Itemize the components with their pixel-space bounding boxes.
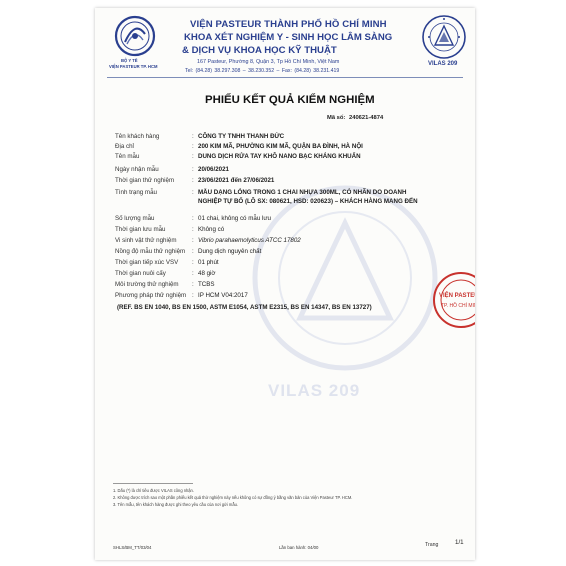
colon: : [192,133,194,140]
colon: : [192,189,194,196]
colon: : [192,143,194,150]
field-label: Tình trạng mẫu [115,189,157,196]
field-value: 200 KIM MÃ, PHƯỜNG KIM MÃ, QUẬN BA ĐÌNH, HÀ NỘI [198,143,363,150]
field-value: MẪU DẠNG LỎNG TRONG 1 CHAI NHỰA 300ML, CÓ NHÃN DO DOANH [198,189,407,196]
report-number-label: Mã số: [327,115,346,121]
revision: Lần ban hành: 04/00 [279,545,319,550]
footnote-3: 3. Tên mẫu, tên khách hàng được ghi theo yêu cầu của nơi gửi mẫu. [113,502,239,507]
stamp-text-bottom: TP. HỒ CHÍ MINH [441,303,482,309]
field-value: TCBS [198,281,215,288]
field-label: Địa chỉ [115,143,134,150]
contact: Tel: (84.28) 38.297.308 – 38.230.352 – Fax: (84.28) 38.231.419 [185,68,340,74]
colon: : [192,281,194,288]
field-value: 23/06/2021 đến 27/06/2021 [198,177,275,184]
colon: : [192,153,194,160]
pasteur-logo-icon [113,14,157,58]
reference-standards: (REF. BS EN 1040, BS EN 1500, ASTM E1054, ASTM E2315, BS EN 14347, BS EN 13727) [117,304,372,311]
field-value-line-2: NGHIỆP TỰ BỐ (LÔ SX: 080621, HSD: 020623) – KHÁCH HÀNG MANG ĐẾN [198,198,418,205]
field-value: 48 giờ [198,270,216,277]
colon: : [192,248,194,255]
colon: : [192,237,194,244]
field-value: 01 phút [198,259,219,266]
address: 167 Pasteur, Phường 8, Quận 3, Tp Hồ Chí Minh, Việt Nam [197,59,340,65]
page-label: Trang [425,542,439,548]
field-value: 01 chai, không có mẫu lưu [198,215,271,222]
header-divider [107,77,463,78]
field-label: Số lượng mẫu [115,215,155,222]
colon: : [192,177,194,184]
watermark-seal-icon [245,178,445,378]
field-value: Dung dịch nguyên chất [198,248,262,255]
document-title: PHIẾU KẾT QUẢ KIỂM NGHIỆM [205,94,375,106]
red-stamp-icon [431,270,483,330]
institute-name: VIỆN PASTEUR THÀNH PHỐ HỒ CHÍ MINH [190,19,387,30]
colon: : [192,215,194,222]
field-label: Nồng độ mẫu thử nghiệm [115,248,186,255]
field-value: CÔNG TY TNHH THANH ĐỨC [198,133,285,140]
field-label: Tên mẫu [115,153,140,160]
field-value: 20/06/2021 [198,166,229,173]
field-value: DUNG DỊCH RỬA TAY KHÔ NANO BẠC KHÁNG KHUẨN [198,153,361,160]
field-label: Thời gian nuôi cấy [115,270,166,277]
department-name: KHOA XÉT NGHIỆM Y - SINH HỌC LÂM SÀNG [184,32,393,43]
field-value: Vibrio parahaemolyticus ATCC 17802 [198,237,301,244]
report-number: 240621-4874 [349,115,384,121]
field-value: Không có [198,226,225,233]
colon: : [192,292,194,299]
footnote-divider [113,483,193,484]
field-label: Thời gian thử nghiệm [115,177,175,184]
page-number: 1/1 [455,539,464,546]
vilas-caption: VILAS 209 [428,61,458,67]
field-label: Thời gian tiếp xúc VSV [115,259,179,266]
field-label: Vi sinh vật thử nghiệm [115,237,177,244]
footnote-2: 2. Không được trích sao một phần phiếu kết quả thử nghiệm này nếu không có sự đồng ý bằng văn bản của Viện Pasteur TP. HCM. [113,495,353,500]
colon: : [192,226,194,233]
document-page [95,8,483,560]
field-value: IP HCM V04:2017 [198,292,248,299]
vilas-accreditation-icon [421,14,467,60]
watermark-text: VILAS 209 [268,381,361,400]
logo-left-caption-1: BỘ Y TẾ [121,58,138,63]
field-label: Môi trường thử nghiệm [115,281,179,288]
department-name-2: & DỊCH VỤ KHOA HỌC KỸ THUẬT [182,45,337,56]
colon: : [192,259,194,266]
stamp-text-top: VIỆN PASTEUR [439,293,483,299]
footnote-1: 1. Dấu (*) là chỉ tiêu được VILAS công nhận. [113,488,194,493]
field-label: Thời gian lưu mẫu [115,226,166,233]
form-code: SHLS/BM_TT/03/04 [113,545,152,550]
logo-left-caption-2: VIỆN PASTEUR TP. HCM [109,64,158,69]
colon: : [192,166,194,173]
colon: : [192,270,194,277]
field-label: Phương pháp thử nghiệm [115,292,187,299]
field-label: Ngày nhận mẫu [115,166,159,173]
field-label: Tên khách hàng [115,133,160,140]
